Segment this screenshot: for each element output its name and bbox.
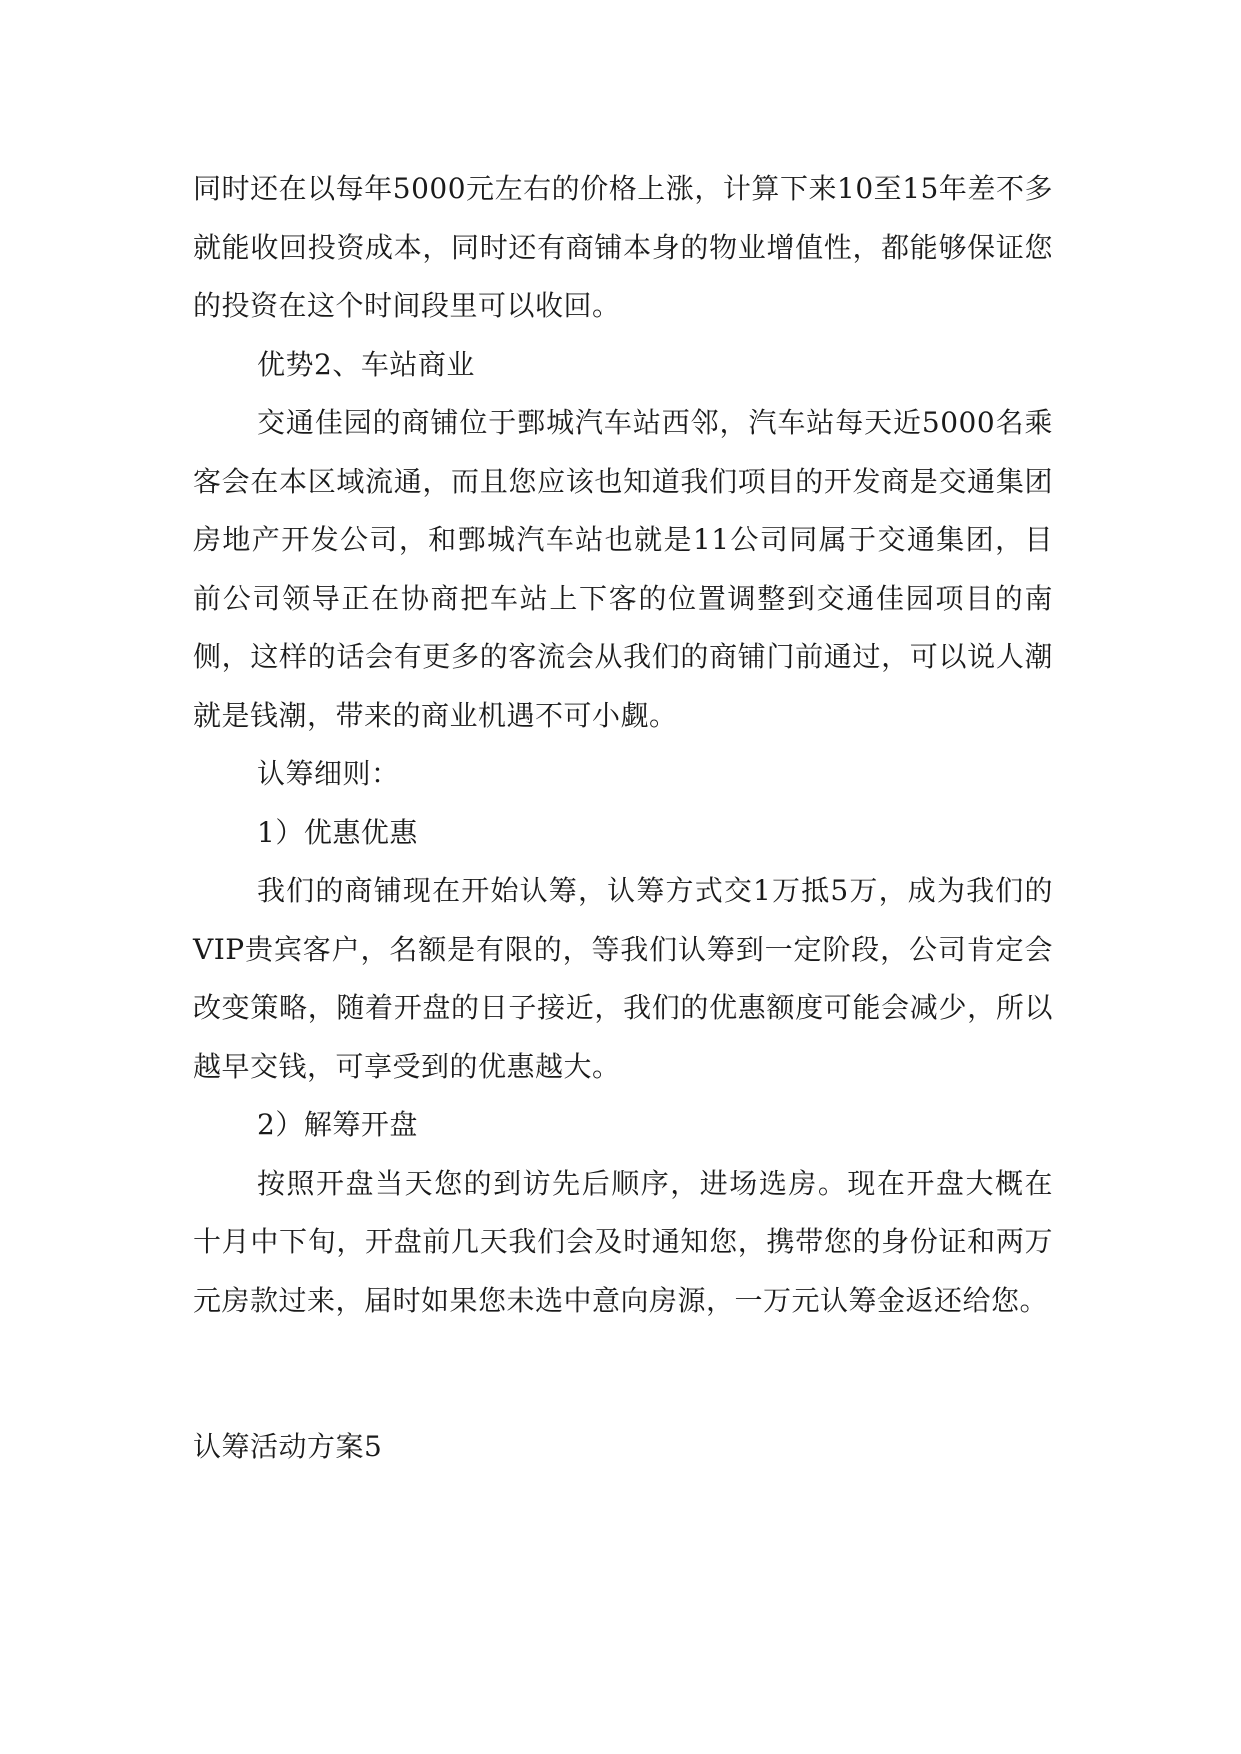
document-body xyxy=(193,160,1053,1477)
paragraph-discount-detail: 我们的商铺现在开始认筹，认筹方式交1万抵5万，成为我们的VIP贵宾客户，名额是有限的，等我们认筹到一定阶段，公司肯定会改变策略，随着开盘的日子接近，我们的优惠额度可能会减少，所以越早交钱，可享受到的优惠越大。 xyxy=(193,874,1053,1083)
paragraph-opening-detail: 按照开盘当天您的到访先后顺序，进场选房。现在开盘大概在十月中下旬，开盘前几天我们会及时通知您，携带您的身份证和两万元房款过来，届时如果您未选中意向房源，一万元认筹金返还给您。 xyxy=(193,1166,1053,1317)
paragraph-discount-title: 1）优惠优惠 xyxy=(257,815,418,849)
section-heading: 认筹活动方案5 xyxy=(193,1430,383,1463)
paragraph-opening-title: 2）解筹开盘 xyxy=(257,1108,418,1141)
paragraph-investment-return: 同时还在以每年5000元左右的价格上涨，计算下来10至15年差不多就能收回投资成本，同时还有商铺本身的物业增值性，都能够保证您的投资在这个时间段里可以收回。 xyxy=(193,172,1053,322)
paragraph-subscription-rules-title: 认筹细则： xyxy=(257,757,400,790)
paragraph-advantage-2-title: 优势2、车站商业 xyxy=(257,347,475,381)
paragraph-station-commerce: 交通佳园的商铺位于鄄城汽车站西邻，汽车站每天近5000名乘客会在本区域流通，而且您应该也知道我们项目的开发商是交通集团房地产开发公司，和鄄城汽车站也就是11公司同属于交通集团，目前公司领导正在协商把车站上下客的位置调整到交通佳园项目的南侧，这样的话会有更多的客流会从我们的商铺门前通过，可以说人潮就是钱潮，带来的商业机遇不可小觑。 xyxy=(193,406,1053,732)
